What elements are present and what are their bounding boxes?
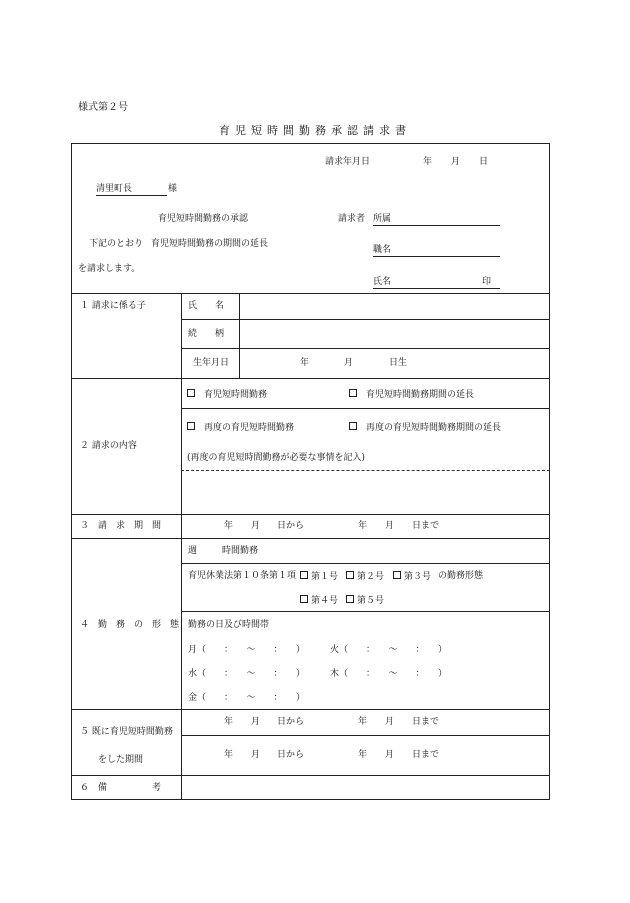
option-no5[interactable]: 第５号 [346,595,384,607]
option-no3[interactable]: 第３号 [393,571,431,583]
divider-header-bottom [71,293,550,294]
seal-mark: 印 [482,277,492,287]
checkbox-icon [187,422,195,430]
work-form-suffix: の勤務形態 [438,571,484,581]
divider-section4-bottom [71,709,550,710]
divider-section2-dashed [181,470,550,471]
divider-section4-weekly [181,563,550,564]
position-field [373,256,500,257]
checkbox-icon [346,595,354,603]
option-period-extension[interactable]: 育児短時間勤務期間の延長 [349,389,474,401]
prior-period2-from-year: 年 [224,750,234,760]
request-date-year: 年 [423,157,433,167]
prior-period2-until-year: 年 [358,750,368,760]
addressee-underline [96,195,167,196]
schedule-label: 勤務の日及び時間帯 [188,620,270,630]
divider-section1-bottom [71,378,550,379]
period-until-suffix: 日まで [412,521,440,531]
birth-day-suffix: 日生 [389,358,408,368]
request-date-label: 請求年月日 [325,157,371,167]
prior-period2-from-suffix: 日から [277,750,305,760]
checkbox-icon [346,571,354,579]
period-from-year: 年 [224,521,234,531]
name-label: 氏名 [373,277,392,287]
option-no2[interactable]: 第２号 [346,571,384,583]
department-label: 所属 [373,214,392,224]
addressee: 清里町長 [96,184,133,194]
checkbox-icon [393,571,401,579]
prior-period1-from-suffix: 日から [277,717,305,727]
child-relation-label: 続 柄 [188,329,225,339]
birth-month: 月 [344,358,354,368]
prior-period1-from-year: 年 [224,717,234,727]
weekly-prefix: 週 [188,546,198,556]
section4-label: ４ 勤 務 の 形 態 [80,620,180,630]
option-repeat-short-time-work[interactable]: 再度の育児短時間勤務 [187,422,294,434]
prior-period2-until-month: 月 [385,750,395,760]
period-until-year: 年 [358,521,368,531]
section3-label: ３ 請 求 期 間 [80,521,162,531]
checkbox-icon [300,595,308,603]
section2-label: ２ 請求の内容 [80,441,137,451]
prior-period1-until-month: 月 [385,717,395,727]
checkbox-icon [349,422,357,430]
option-short-time-work[interactable]: 育児短時間勤務 [187,389,267,401]
name-field [373,288,500,289]
schedule-tuesday: 火（ ： ～ ： ） [330,645,448,655]
department-field [373,225,500,226]
prior-period1-until-suffix: 日まで [412,717,440,727]
divider-section2-row1 [181,408,550,409]
section5-label-line1: ５ 既に育児短時間勤務 [80,727,173,737]
position-label: 職名 [373,245,392,255]
extension-option-text: 育児短時間勤務の期間の延長 [151,239,269,249]
schedule-monday: 月（ ： ～ ： ） [188,645,306,655]
divider-section3-bottom [71,538,550,539]
child-name-label: 氏 名 [188,301,225,311]
option-repeat-period-extension[interactable]: 再度の育児短時間勤務期間の延長 [349,422,501,434]
section5-label-line2: をした期間 [98,755,144,765]
prior-period1-from-month: 月 [251,717,261,727]
requester-label: 請求者 [338,214,366,224]
prior-period2-from-month: 月 [251,750,261,760]
divider-label-column [181,293,182,800]
prior-period1-until-year: 年 [358,717,368,727]
divider-section4-law [181,611,550,612]
period-until-month: 月 [385,521,395,531]
period-from-month: 月 [251,521,261,531]
reason-note: (再度の育児短時間勤務が必要な事情を記入) [187,453,366,463]
option-no1[interactable]: 第１号 [300,571,338,583]
prior-period2-until-suffix: 日まで [412,750,440,760]
schedule-thursday: 木（ ： ～ ： ） [330,669,448,679]
addressee-honorific: 様 [168,184,178,194]
weekly-hours-suffix: 時間勤務 [222,546,259,556]
checkbox-icon [187,389,195,397]
checkbox-icon [300,571,308,579]
divider-section5-bottom [71,775,550,776]
section6-label: ６ 備 考 [80,783,162,793]
option-no4[interactable]: 第４号 [300,595,338,607]
checkbox-icon [349,389,357,397]
period-from-suffix: 日から [277,521,305,531]
divider-section5-row1 [181,735,550,736]
section1-label: １ 請求に係る子 [80,301,146,311]
schedule-friday: 金（ ： ～ ： ） [188,693,306,703]
divider-section2-bottom [71,514,550,515]
intro-text: 下記のとおり [89,239,144,249]
request-date-month: 月 [451,157,461,167]
child-birth-label: 生年月日 [193,358,230,368]
law-reference: 育児休業法第１０条第１項 [188,571,297,581]
divider-child-fields [239,293,240,378]
document-title: 育児短時間勤務承認請求書 [219,124,411,137]
request-date-day: 日 [479,157,489,167]
approval-option-text: 育児短時間勤務の承認 [158,214,249,224]
birth-year: 年 [300,358,310,368]
closing-text: を請求します。 [78,264,141,274]
form-number: 様式第２号 [78,102,128,113]
schedule-wednesday: 水（ ： ～ ： ） [188,669,306,679]
divider-child-name [181,319,550,320]
divider-child-relation [181,348,550,349]
